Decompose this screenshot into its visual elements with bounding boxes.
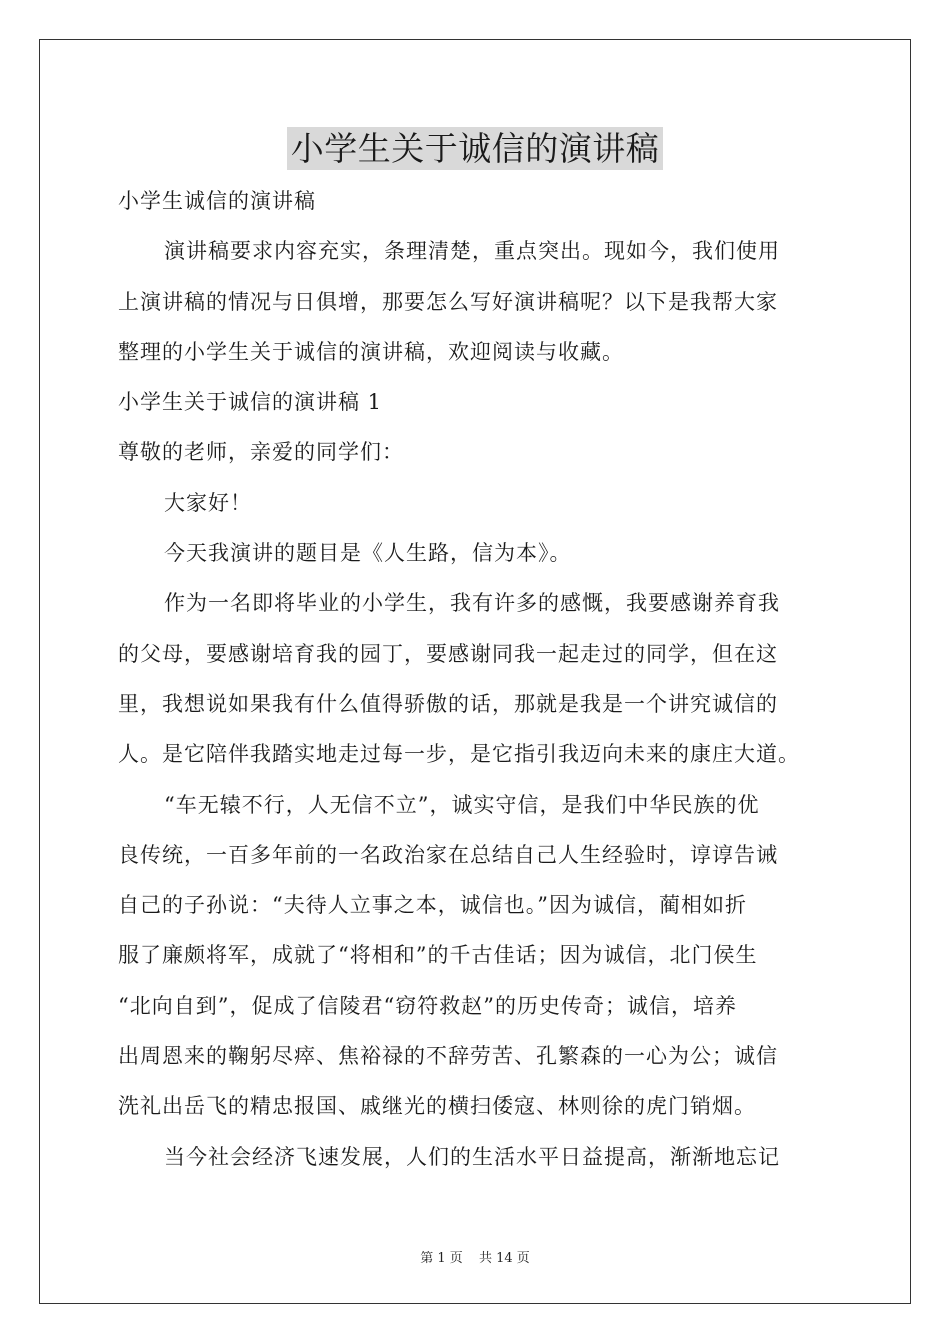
text-line: 上演讲稿的情况与日俱增，那要怎么写好演讲稿呢？以下是我帮大家: [118, 289, 778, 314]
text-line: 今天我演讲的题目是《人生路，信为本》。: [164, 541, 572, 566]
page-footer: [0, 1247, 950, 1266]
text-line: 整理的小学生关于诚信的演讲稿，欢迎阅读与收藏。: [118, 339, 624, 364]
text-line: 服了廉颇将军，成就了“将相和”的千古佳话；因为诚信，北门侯生: [118, 943, 758, 968]
text-line: “北向自到”，促成了信陵君“窃符救赵”的历史传奇；诚信，培养: [118, 993, 737, 1018]
text-line: 演讲稿要求内容充实，条理清楚，重点突出。现如今，我们使用: [164, 239, 780, 264]
text-line: 良传统，一百多年前的一名政治家在总结自己人生经验时，谆谆告诫: [118, 842, 778, 867]
document-body: [118, 176, 858, 1182]
page-total: 共 14 页: [478, 1251, 530, 1266]
text-line: 当今社会经济飞速发展，人们的生活水平日益提高，渐渐地忘记: [164, 1144, 780, 1169]
text-line: 人。是它陪伴我踏实地走过每一步，是它指引我迈向未来的康庄大道。: [118, 742, 800, 767]
text-line: 里，我想说如果我有什么值得骄傲的话，那就是我是一个讲究诚信的: [118, 691, 778, 716]
text-line: 小学生诚信的演讲稿: [118, 189, 316, 213]
page-number: 第 1 页: [420, 1251, 463, 1266]
document-title: 小学生关于诚信的演讲稿: [287, 127, 664, 170]
text-line: 小学生关于诚信的演讲稿 1: [118, 390, 383, 415]
text-line: 作为一名即将毕业的小学生，我有许多的感慨，我要感谢养育我: [164, 591, 780, 616]
document-title-container: [0, 126, 950, 178]
text-line: 尊敬的老师，亲爱的同学们：: [118, 440, 404, 465]
text-line: 洗礼出岳飞的精忠报国、戚继光的横扫倭寇、林则徐的虎门销烟。: [118, 1094, 756, 1119]
text-line: 自己的子孙说：“夫待人立事之本，诚信也。”因为诚信，蔺相如折: [118, 893, 747, 918]
text-line: 大家好！: [164, 490, 252, 515]
text-line: “车无辕不行，人无信不立”，诚实守信，是我们中华民族的优: [164, 792, 760, 817]
text-line: 的父母，要感谢培育我的园丁，要感谢同我一起走过的同学，但在这: [118, 641, 778, 666]
text-line: 出周恩来的鞠躬尽瘁、焦裕禄的不辞劳苦、孔繁森的一心为公；诚信: [118, 1044, 778, 1069]
